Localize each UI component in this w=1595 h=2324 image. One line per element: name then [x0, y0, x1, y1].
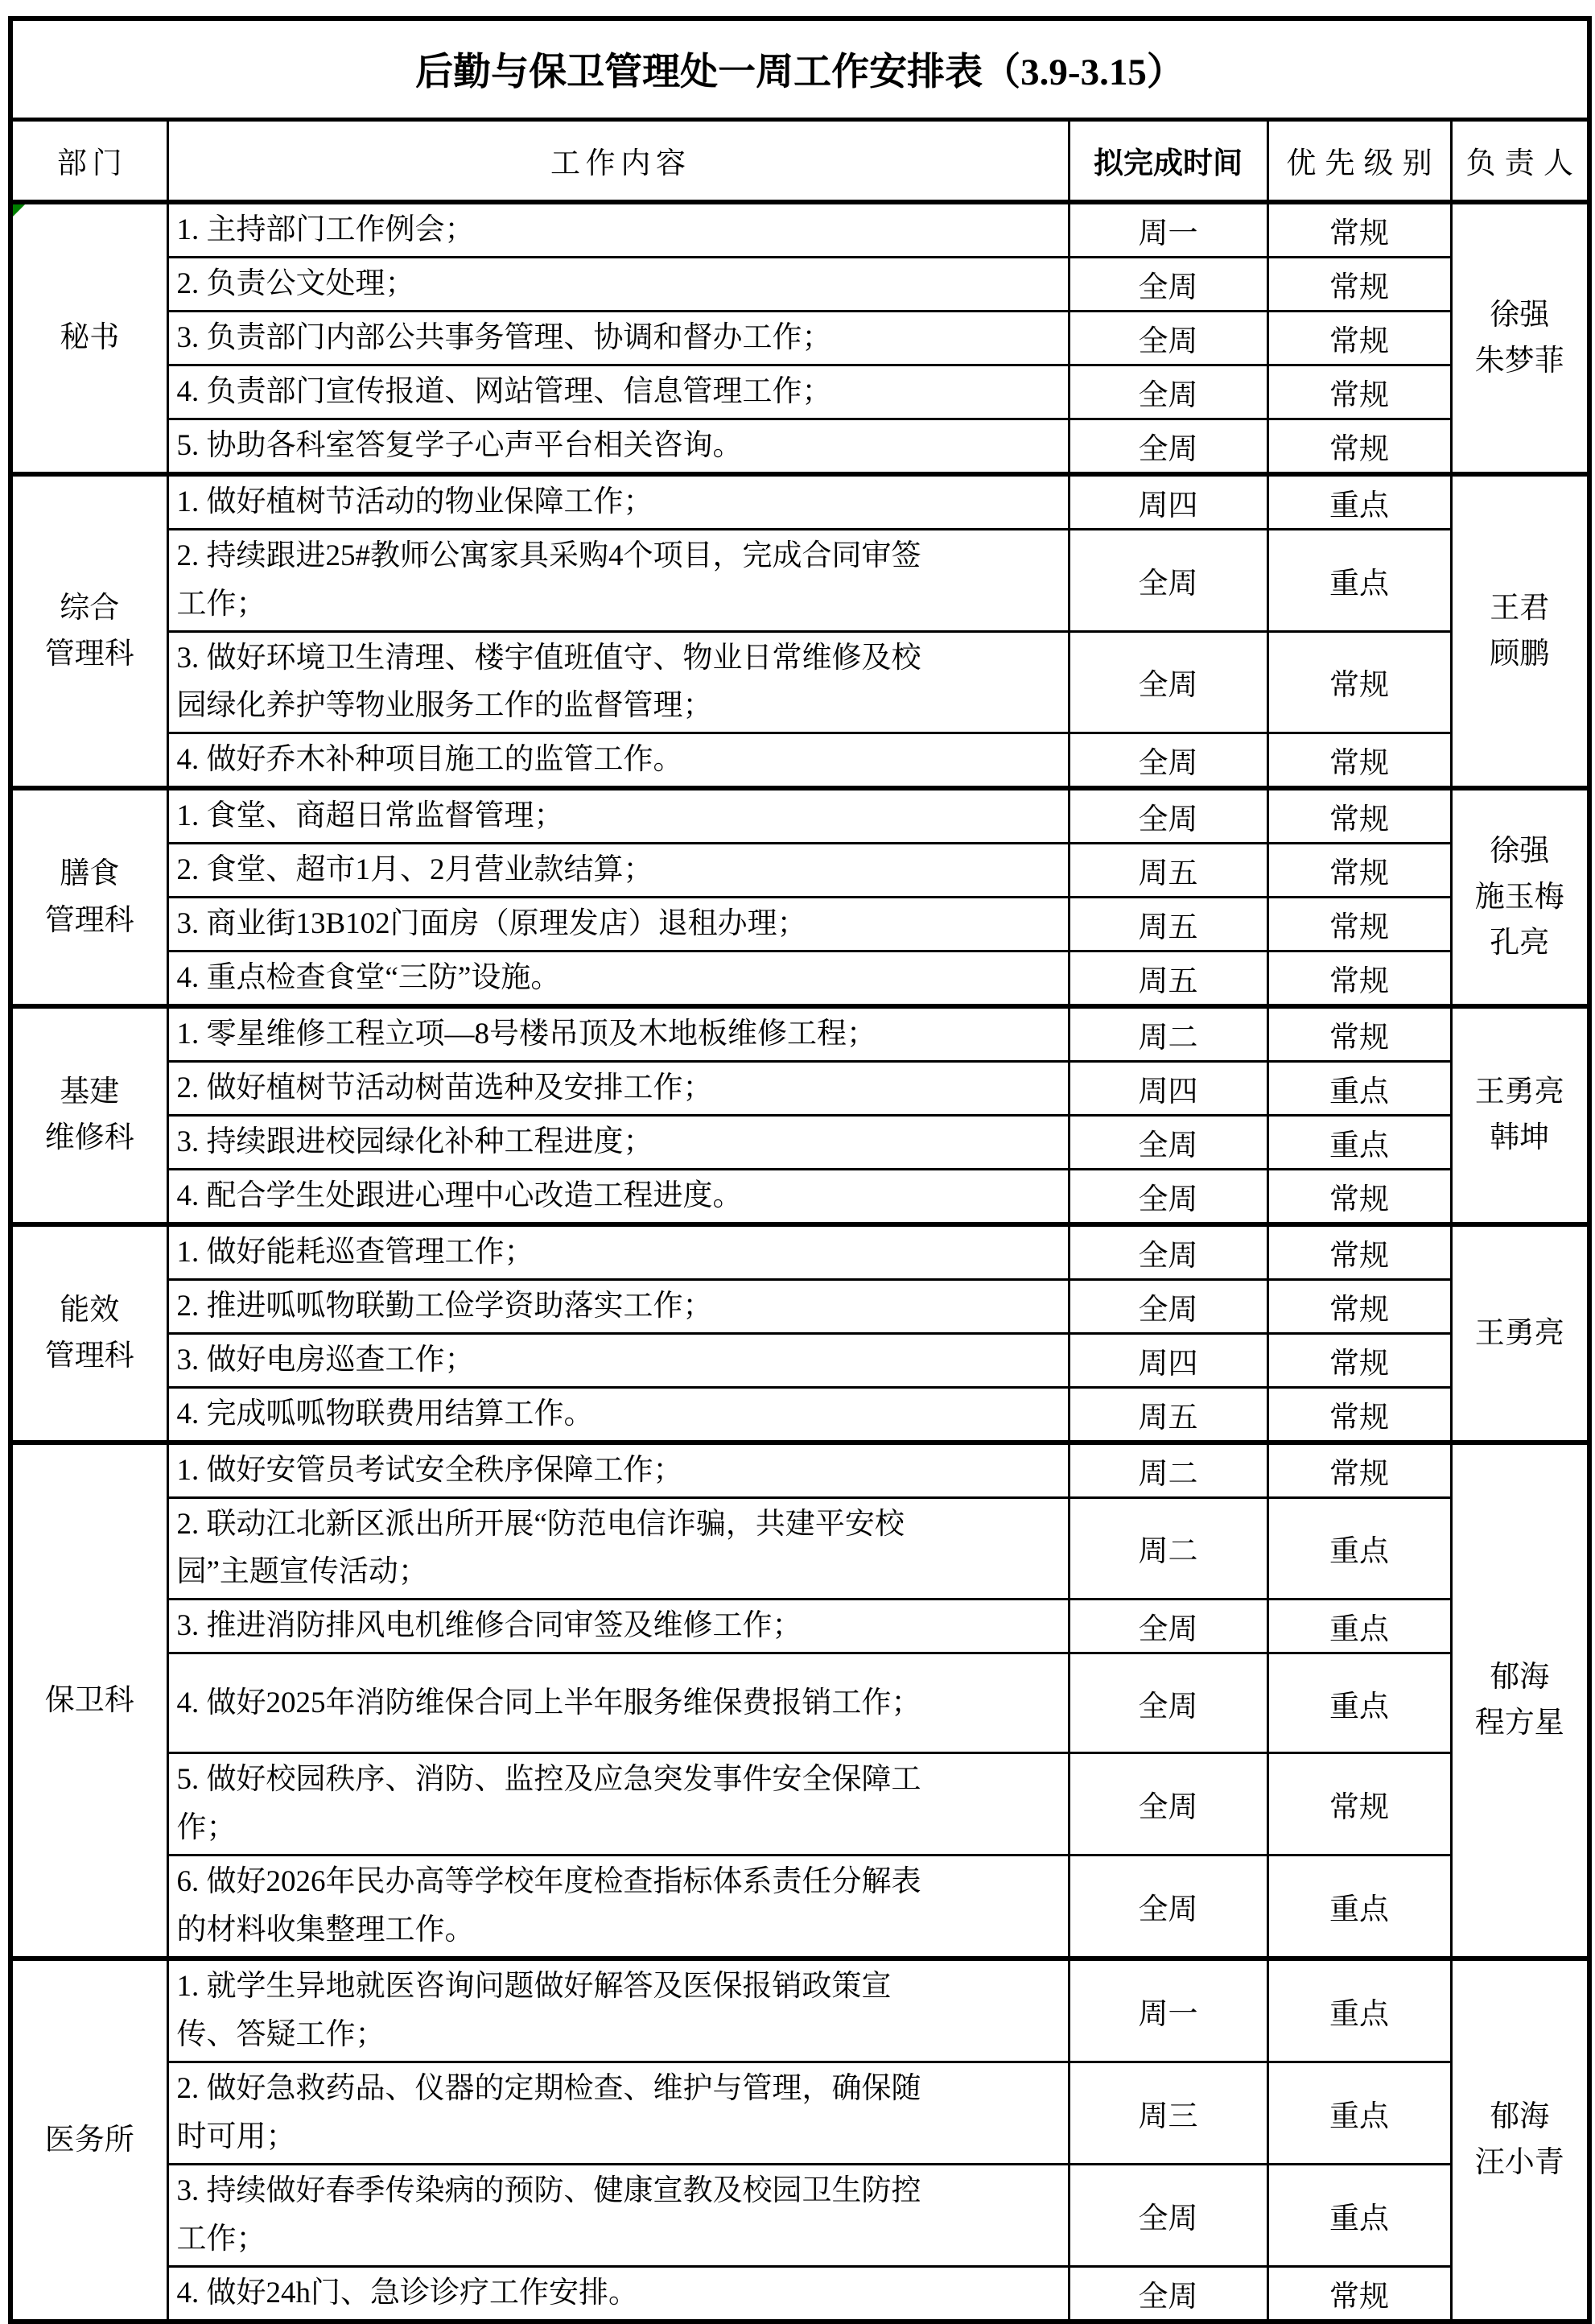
task-content: 2. 食堂、超市1月、2月营业款结算； [167, 844, 1069, 898]
task-row [10, 788, 1589, 843]
task-priority-level: 常规 [1267, 311, 1451, 365]
task-row [10, 2062, 1589, 2164]
task-row [10, 1333, 1589, 1387]
department-cell [10, 1959, 167, 2322]
owner-name: 程方星 [1474, 1707, 1564, 1740]
header-priority-level: 优先级别 [1267, 119, 1451, 202]
task-row [10, 2164, 1589, 2266]
task-priority-level: 重点 [1267, 1855, 1451, 1959]
task-priority-level: 常规 [1267, 1443, 1451, 1497]
task-planned-time: 周五 [1069, 844, 1267, 898]
task-content: 1. 做好能耗巡查管理工作； [167, 1224, 1069, 1279]
task-row [10, 951, 1589, 1006]
task-content: 2. 负责公文处理； [167, 257, 1069, 311]
title-row [10, 19, 1589, 119]
department-name: 管理科 [44, 903, 134, 937]
task-row [10, 419, 1589, 473]
task-priority-level: 常规 [1267, 1387, 1451, 1442]
task-row [10, 1115, 1589, 1169]
task-row [10, 844, 1589, 898]
green-corner-marker-icon [13, 204, 25, 217]
task-planned-time: 全周 [1069, 1224, 1267, 1279]
task-row [10, 1855, 1589, 1959]
task-content: 4. 做好24h门、急诊诊疗工作安排。 [167, 2266, 1069, 2321]
header-department: 部门 [10, 119, 167, 202]
department-cell [10, 202, 167, 474]
task-planned-time: 周四 [1069, 474, 1267, 529]
task-row [10, 1224, 1589, 1279]
task-content: 1. 食堂、商超日常监督管理； [167, 788, 1069, 843]
task-content: 1. 做好植树节活动的物业保障工作； [167, 474, 1069, 529]
task-priority-level: 常规 [1267, 844, 1451, 898]
task-planned-time: 周二 [1069, 1443, 1267, 1497]
header-work-content: 工作内容 [167, 119, 1069, 202]
department-cell [10, 788, 167, 1006]
department-cell [10, 1224, 167, 1443]
work-schedule-table [8, 16, 1592, 2324]
task-planned-time: 周五 [1069, 1387, 1267, 1442]
task-row [10, 365, 1589, 419]
owner-name: 王勇亮 [1474, 1316, 1564, 1350]
task-priority-level: 常规 [1267, 202, 1451, 257]
task-priority-level: 常规 [1267, 788, 1451, 843]
task-priority-level: 常规 [1267, 1753, 1451, 1855]
task-row [10, 202, 1589, 257]
task-planned-time: 周四 [1069, 1333, 1267, 1387]
task-priority-level: 重点 [1267, 529, 1451, 631]
task-content: 4. 做好2025年消防维保合同上半年服务维保费报销工作； [167, 1653, 1069, 1753]
owner-name: 孔亮 [1490, 927, 1550, 960]
task-row [10, 257, 1589, 311]
task-planned-time: 周一 [1069, 1959, 1267, 2062]
department-name: 管理科 [44, 638, 134, 671]
owner-name: 施玉梅 [1474, 881, 1564, 914]
task-priority-level: 常规 [1267, 1224, 1451, 1279]
task-content: 3. 持续做好春季传染病的预防、健康宣教及校园卫生防控工作； [167, 2164, 1069, 2266]
department-name: 管理科 [44, 1339, 134, 1373]
department-cell [10, 474, 167, 789]
task-priority-level: 常规 [1267, 733, 1451, 788]
task-priority-level: 常规 [1267, 1006, 1451, 1061]
department-name: 综合 [60, 591, 120, 625]
task-priority-level: 常规 [1267, 365, 1451, 419]
task-planned-time: 全周 [1069, 1115, 1267, 1169]
task-row [10, 2266, 1589, 2321]
task-planned-time: 全周 [1069, 1653, 1267, 1753]
owner-name: 郁海 [1490, 2100, 1550, 2133]
task-content: 2. 做好植树节活动树苗选种及安排工作； [167, 1062, 1069, 1116]
task-planned-time: 周五 [1069, 951, 1267, 1006]
task-content: 3. 推进消防排风电机维修合同审签及维修工作； [167, 1600, 1069, 1653]
task-planned-time: 周五 [1069, 898, 1267, 951]
task-planned-time: 全周 [1069, 1855, 1267, 1959]
task-planned-time: 全周 [1069, 1600, 1267, 1653]
owner-name: 徐强 [1490, 298, 1550, 332]
task-row [10, 733, 1589, 788]
task-priority-level: 重点 [1267, 1653, 1451, 1753]
task-priority-level: 重点 [1267, 474, 1451, 529]
department-name: 能效 [60, 1293, 120, 1327]
task-priority-level: 常规 [1267, 1333, 1451, 1387]
task-row [10, 1497, 1589, 1600]
task-priority-level: 常规 [1267, 1169, 1451, 1224]
task-priority-level: 重点 [1267, 1959, 1451, 2062]
owner-cell [1451, 474, 1589, 789]
task-content: 1. 零星维修工程立项—8号楼吊顶及木地板维修工程； [167, 1006, 1069, 1061]
task-content: 6. 做好2026年民办高等学校年度检查指标体系责任分解表的材料收集整理工作。 [167, 1855, 1069, 1959]
task-content: 2. 持续跟进25#教师公寓家具采购4个项目，完成合同审签工作； [167, 529, 1069, 631]
task-content: 5. 做好校园秩序、消防、监控及应急突发事件安全保障工作； [167, 1753, 1069, 1855]
task-content: 4. 完成呱呱物联费用结算工作。 [167, 1387, 1069, 1442]
task-row [10, 1062, 1589, 1116]
task-row [10, 474, 1589, 529]
task-content: 3. 做好电房巡查工作； [167, 1333, 1069, 1387]
spreadsheet [8, 16, 1592, 2324]
task-content: 5. 协助各科室答复学子心声平台相关咨询。 [167, 419, 1069, 473]
task-content: 4. 做好乔木补种项目施工的监管工作。 [167, 733, 1069, 788]
task-planned-time: 全周 [1069, 1753, 1267, 1855]
department-name: 膳食 [60, 857, 120, 891]
task-priority-level: 常规 [1267, 1279, 1451, 1333]
task-content: 4. 重点检查食堂“三防”设施。 [167, 951, 1069, 1006]
owner-cell [1451, 1443, 1589, 1959]
task-planned-time: 全周 [1069, 365, 1267, 419]
task-planned-time: 周一 [1069, 202, 1267, 257]
header-responsible-person: 负责人 [1451, 119, 1589, 202]
owner-name: 王君 [1490, 591, 1550, 625]
owner-name: 朱梦菲 [1474, 344, 1564, 378]
owner-cell [1451, 1224, 1589, 1443]
owner-name: 郁海 [1490, 1660, 1550, 1694]
task-content: 1. 做好安管员考试安全秩序保障工作； [167, 1443, 1069, 1497]
task-priority-level: 重点 [1267, 1497, 1451, 1600]
task-priority-level: 重点 [1267, 1062, 1451, 1116]
owner-cell [1451, 788, 1589, 1006]
owner-cell [1451, 1959, 1589, 2322]
task-planned-time: 周三 [1069, 2062, 1267, 2164]
owner-name: 王勇亮 [1474, 1075, 1564, 1109]
task-content: 4. 配合学生处跟进心理中心改造工程进度。 [167, 1169, 1069, 1224]
task-planned-time: 全周 [1069, 2266, 1267, 2321]
owner-name: 汪小青 [1474, 2146, 1564, 2180]
task-priority-level: 常规 [1267, 951, 1451, 1006]
task-planned-time: 全周 [1069, 419, 1267, 473]
department-name: 保卫科 [44, 1683, 134, 1717]
task-row [10, 631, 1589, 733]
task-planned-time: 周二 [1069, 1497, 1267, 1600]
task-planned-time: 全周 [1069, 788, 1267, 843]
owner-name: 韩坤 [1490, 1121, 1550, 1155]
task-row [10, 529, 1589, 631]
department-name: 维修科 [44, 1121, 134, 1155]
task-content: 2. 推进呱呱物联勤工俭学资助落实工作； [167, 1279, 1069, 1333]
task-planned-time: 全周 [1069, 2164, 1267, 2266]
task-row [10, 1169, 1589, 1224]
task-planned-time: 全周 [1069, 1169, 1267, 1224]
task-content: 3. 商业街13B102门面房（原理发店）退租办理； [167, 898, 1069, 951]
task-row [10, 1443, 1589, 1497]
owner-cell [1451, 202, 1589, 474]
task-row [10, 1279, 1589, 1333]
department-name: 基建 [60, 1075, 120, 1109]
task-row [10, 1959, 1589, 2062]
owner-name: 徐强 [1490, 834, 1550, 868]
task-content: 3. 负责部门内部公共事务管理、协调和督办工作； [167, 311, 1069, 365]
task-content: 2. 联动江北新区派出所开展“防范电信诈骗，共建平安校园”主题宣传活动； [167, 1497, 1069, 1600]
task-priority-level: 常规 [1267, 419, 1451, 473]
task-planned-time: 周二 [1069, 1006, 1267, 1061]
task-priority-level: 常规 [1267, 257, 1451, 311]
task-content: 3. 持续跟进校园绿化补种工程进度； [167, 1115, 1069, 1169]
task-planned-time: 全周 [1069, 311, 1267, 365]
task-row [10, 1600, 1589, 1653]
owner-name: 顾鹏 [1490, 638, 1550, 671]
header-planned-time: 拟完成时间 [1069, 119, 1267, 202]
task-content: 2. 做好急救药品、仪器的定期检查、维护与管理，确保随时可用； [167, 2062, 1069, 2164]
task-priority-level: 常规 [1267, 2266, 1451, 2321]
department-cell [10, 1006, 167, 1224]
task-row [10, 1653, 1589, 1753]
task-priority-level: 常规 [1267, 631, 1451, 733]
task-content: 1. 主持部门工作例会； [167, 202, 1069, 257]
task-priority-level: 重点 [1267, 1115, 1451, 1169]
header-row [10, 119, 1589, 202]
page-title: 后勤与保卫管理处一周工作安排表（3.9-3.15） [10, 19, 1589, 119]
task-planned-time: 全周 [1069, 257, 1267, 311]
task-row [10, 1387, 1589, 1442]
task-planned-time: 全周 [1069, 1279, 1267, 1333]
task-priority-level: 重点 [1267, 1600, 1451, 1653]
task-planned-time: 周四 [1069, 1062, 1267, 1116]
department-cell [10, 1443, 167, 1959]
task-content: 1. 就学生异地就医咨询问题做好解答及医保报销政策宣传、答疑工作； [167, 1959, 1069, 2062]
owner-cell [1451, 1006, 1589, 1224]
task-content: 3. 做好环境卫生清理、楼宇值班值守、物业日常维修及校园绿化养护等物业服务工作的监督管理； [167, 631, 1069, 733]
task-row [10, 311, 1589, 365]
task-row [10, 1006, 1589, 1061]
task-row [10, 1753, 1589, 1855]
task-priority-level: 重点 [1267, 2164, 1451, 2266]
task-priority-level: 重点 [1267, 2062, 1451, 2164]
task-planned-time: 全周 [1069, 631, 1267, 733]
department-name: 秘书 [60, 321, 120, 355]
task-row [10, 898, 1589, 951]
department-name: 医务所 [44, 2123, 134, 2157]
task-planned-time: 全周 [1069, 733, 1267, 788]
task-priority-level: 常规 [1267, 898, 1451, 951]
task-content: 4. 负责部门宣传报道、网站管理、信息管理工作； [167, 365, 1069, 419]
task-planned-time: 全周 [1069, 529, 1267, 631]
